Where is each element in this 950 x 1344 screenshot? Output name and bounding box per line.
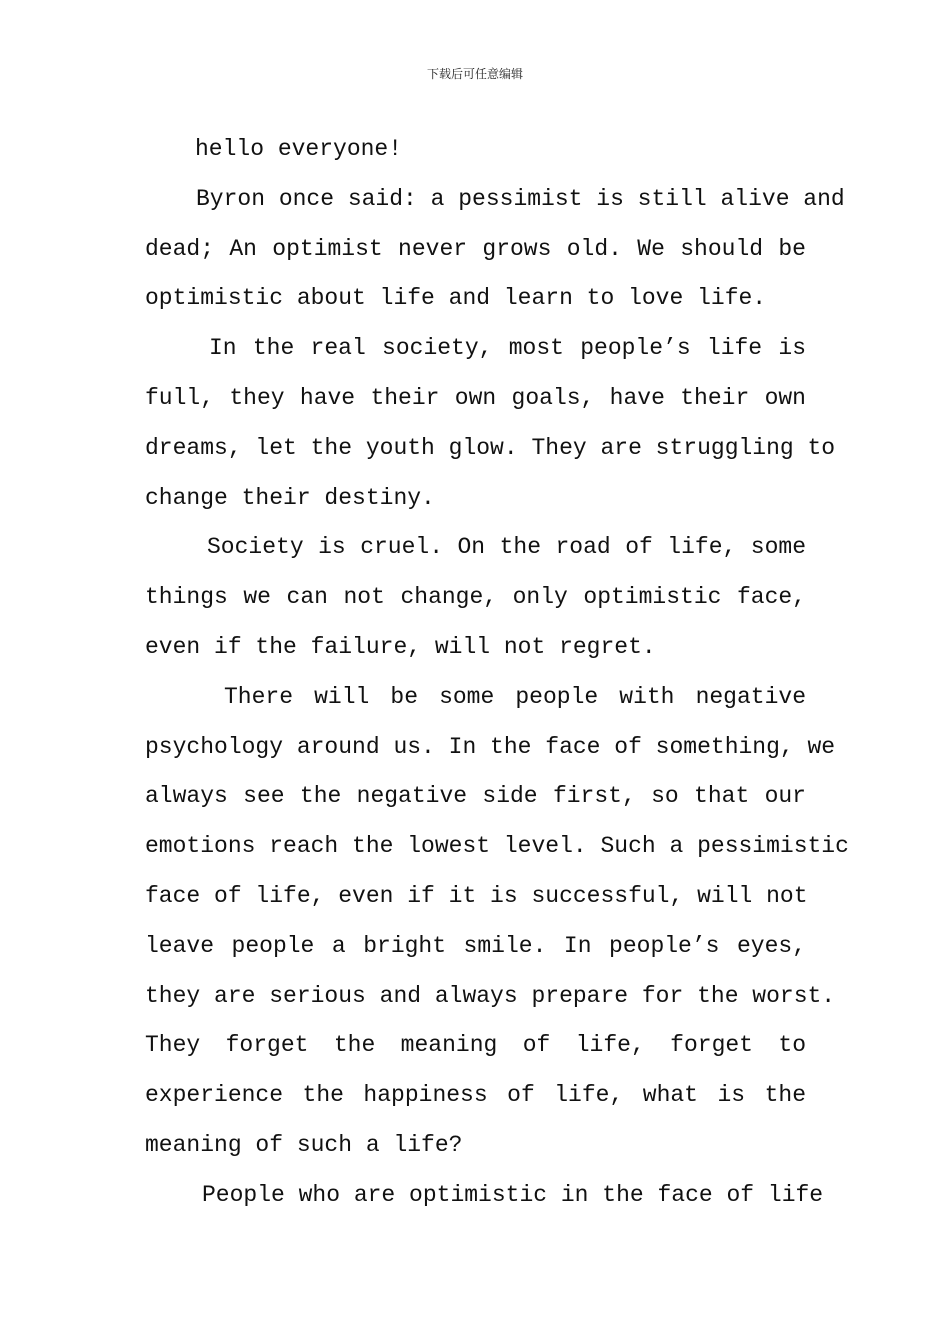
greeting-line: hello everyone!	[195, 136, 403, 162]
paragraph-line: full, they have their own goals, have their own	[145, 384, 806, 411]
paragraph-line: dreams, let the youth glow. They are struggling to	[145, 434, 836, 461]
paragraph-line: even if the failure, will not regret.	[145, 633, 656, 660]
paragraph-line: emotions reach the lowest level. Such a pessimistic	[145, 833, 849, 860]
paragraph-line: Byron once said: a pessimist is still alive and	[196, 185, 845, 212]
paragraph-line: There will be some people with negative	[224, 683, 806, 710]
paragraph-line: optimistic about life and learn to love life.	[145, 285, 767, 312]
paragraph-line: things we can not change, only optimistic face,	[145, 584, 806, 611]
paragraph-line: they are serious and always prepare for the worst.	[145, 982, 836, 1009]
paragraph-line: face of life, even if it is successful, will not	[145, 882, 808, 909]
paragraph-line: change their destiny.	[145, 484, 435, 511]
document-body	[145, 125, 849, 1221]
paragraph-line: experience the happiness of life, what is the	[145, 1082, 806, 1109]
paragraph-line: Society is cruel. On the road of life, some	[207, 534, 806, 561]
paragraph-line: People who are optimistic in the face of life	[202, 1181, 824, 1208]
paragraph-line: meaning of such a life?	[145, 1131, 463, 1158]
paragraph-line: dead; An optimist never grows old. We should be	[145, 235, 806, 262]
page-header-note: 下载后可任意编辑	[426, 67, 523, 81]
paragraph-line: leave people a bright smile. In people’s eyes,	[145, 932, 806, 959]
paragraph-line: always see the negative side first, so that our	[145, 783, 806, 810]
paragraph-line: In the real society, most people’s life is	[209, 335, 806, 362]
paragraph-line: psychology around us. In the face of something, we	[145, 733, 836, 760]
paragraph-line: They forget the meaning of life, forget to	[145, 1032, 806, 1059]
